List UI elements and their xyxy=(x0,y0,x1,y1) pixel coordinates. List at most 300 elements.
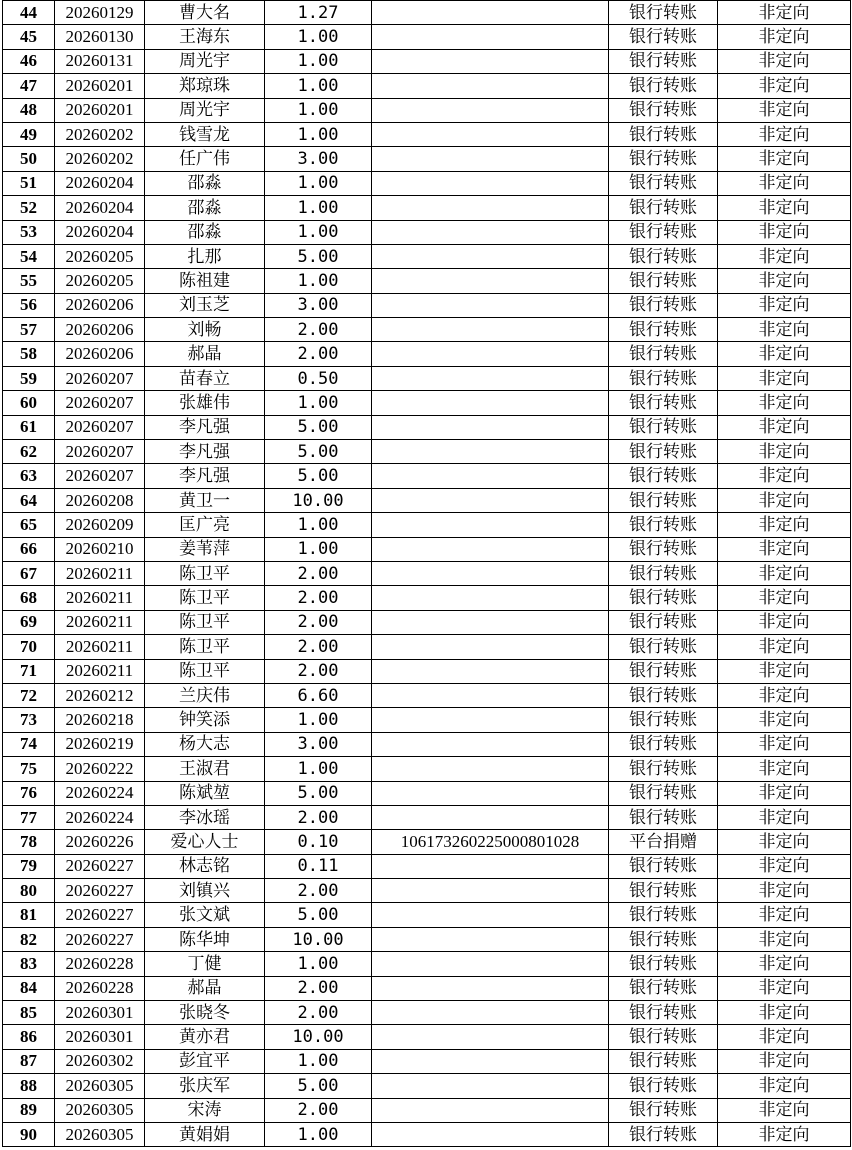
type-cell: 非定向 xyxy=(718,1001,851,1025)
amount-cell: 5.00 xyxy=(265,464,372,488)
row-number-cell: 70 xyxy=(3,635,55,659)
amount-cell: 1.00 xyxy=(265,1049,372,1073)
date-cell: 20260219 xyxy=(55,732,145,756)
row-number-cell: 84 xyxy=(3,976,55,1000)
type-cell: 非定向 xyxy=(718,805,851,829)
date-cell: 20260207 xyxy=(55,440,145,464)
donor-name-cell: 苗春立 xyxy=(145,366,265,390)
date-cell: 20260201 xyxy=(55,74,145,98)
amount-cell: 1.00 xyxy=(265,757,372,781)
type-cell: 非定向 xyxy=(718,488,851,512)
donor-name-cell: 李冰瑶 xyxy=(145,805,265,829)
donor-name-cell: 陈卫平 xyxy=(145,659,265,683)
table-row xyxy=(3,196,851,220)
donor-name-cell: 杨大志 xyxy=(145,732,265,756)
row-number-cell: 90 xyxy=(3,1122,55,1146)
row-number-cell: 65 xyxy=(3,513,55,537)
type-cell: 非定向 xyxy=(718,586,851,610)
date-cell: 20260224 xyxy=(55,781,145,805)
table-row xyxy=(3,244,851,268)
donor-name-cell: 李凡强 xyxy=(145,464,265,488)
amount-cell: 10.00 xyxy=(265,1025,372,1049)
method-cell: 银行转账 xyxy=(609,1025,718,1049)
table-row xyxy=(3,1001,851,1025)
row-number-cell: 48 xyxy=(3,98,55,122)
date-cell: 20260211 xyxy=(55,586,145,610)
amount-cell: 5.00 xyxy=(265,1074,372,1098)
row-number-cell: 44 xyxy=(3,1,55,25)
reference-cell xyxy=(372,1025,609,1049)
row-number-cell: 87 xyxy=(3,1049,55,1073)
reference-cell xyxy=(372,854,609,878)
method-cell: 银行转账 xyxy=(609,513,718,537)
type-cell: 非定向 xyxy=(718,1,851,25)
row-number-cell: 64 xyxy=(3,488,55,512)
amount-cell: 1.00 xyxy=(265,196,372,220)
method-cell: 银行转账 xyxy=(609,1122,718,1146)
row-number-cell: 81 xyxy=(3,903,55,927)
date-cell: 20260211 xyxy=(55,561,145,585)
table-row xyxy=(3,708,851,732)
row-number-cell: 66 xyxy=(3,537,55,561)
type-cell: 非定向 xyxy=(718,781,851,805)
date-cell: 20260302 xyxy=(55,1049,145,1073)
method-cell: 银行转账 xyxy=(609,415,718,439)
donor-name-cell: 刘玉芝 xyxy=(145,293,265,317)
row-number-cell: 77 xyxy=(3,805,55,829)
table-row xyxy=(3,415,851,439)
row-number-cell: 63 xyxy=(3,464,55,488)
reference-cell xyxy=(372,879,609,903)
date-cell: 20260205 xyxy=(55,244,145,268)
table-row xyxy=(3,342,851,366)
amount-cell: 5.00 xyxy=(265,440,372,464)
reference-cell xyxy=(372,1122,609,1146)
reference-cell xyxy=(372,244,609,268)
table-row xyxy=(3,1098,851,1122)
donor-name-cell: 张晓冬 xyxy=(145,1001,265,1025)
date-cell: 20260305 xyxy=(55,1074,145,1098)
table-row xyxy=(3,25,851,49)
type-cell: 非定向 xyxy=(718,464,851,488)
row-number-cell: 76 xyxy=(3,781,55,805)
amount-cell: 1.00 xyxy=(265,98,372,122)
row-number-cell: 86 xyxy=(3,1025,55,1049)
date-cell: 20260206 xyxy=(55,342,145,366)
reference-cell xyxy=(372,147,609,171)
date-cell: 20260224 xyxy=(55,805,145,829)
reference-cell xyxy=(372,952,609,976)
amount-cell: 2.00 xyxy=(265,805,372,829)
table-row xyxy=(3,1122,851,1146)
row-number-cell: 59 xyxy=(3,366,55,390)
table-row xyxy=(3,49,851,73)
table-row xyxy=(3,927,851,951)
reference-cell xyxy=(372,732,609,756)
amount-cell: 2.00 xyxy=(265,635,372,659)
date-cell: 20260227 xyxy=(55,879,145,903)
method-cell: 银行转账 xyxy=(609,659,718,683)
donor-name-cell: 李凡强 xyxy=(145,415,265,439)
reference-cell xyxy=(372,269,609,293)
table-row xyxy=(3,757,851,781)
amount-cell: 1.00 xyxy=(265,513,372,537)
row-number-cell: 88 xyxy=(3,1074,55,1098)
reference-cell xyxy=(372,25,609,49)
row-number-cell: 71 xyxy=(3,659,55,683)
donor-name-cell: 周光宇 xyxy=(145,49,265,73)
reference-cell xyxy=(372,683,609,707)
date-cell: 20260202 xyxy=(55,122,145,146)
donor-name-cell: 邵淼 xyxy=(145,196,265,220)
amount-cell: 3.00 xyxy=(265,732,372,756)
table-row xyxy=(3,318,851,342)
reference-cell xyxy=(372,635,609,659)
row-number-cell: 80 xyxy=(3,879,55,903)
donor-name-cell: 陈卫平 xyxy=(145,586,265,610)
type-cell: 非定向 xyxy=(718,415,851,439)
reference-cell xyxy=(372,927,609,951)
amount-cell: 5.00 xyxy=(265,781,372,805)
reference-cell xyxy=(372,220,609,244)
table-row xyxy=(3,732,851,756)
date-cell: 20260207 xyxy=(55,464,145,488)
donor-name-cell: 王淑君 xyxy=(145,757,265,781)
donor-name-cell: 姜苇萍 xyxy=(145,537,265,561)
amount-cell: 5.00 xyxy=(265,244,372,268)
method-cell: 银行转账 xyxy=(609,561,718,585)
amount-cell: 1.00 xyxy=(265,391,372,415)
method-cell: 银行转账 xyxy=(609,610,718,634)
method-cell: 银行转账 xyxy=(609,488,718,512)
method-cell: 银行转账 xyxy=(609,732,718,756)
row-number-cell: 60 xyxy=(3,391,55,415)
reference-cell xyxy=(372,781,609,805)
amount-cell: 1.00 xyxy=(265,25,372,49)
donor-name-cell: 黄卫一 xyxy=(145,488,265,512)
donor-name-cell: 郑琼珠 xyxy=(145,74,265,98)
amount-cell: 5.00 xyxy=(265,903,372,927)
method-cell: 银行转账 xyxy=(609,25,718,49)
amount-cell: 1.00 xyxy=(265,952,372,976)
date-cell: 20260202 xyxy=(55,147,145,171)
method-cell: 银行转账 xyxy=(609,147,718,171)
reference-cell xyxy=(372,1074,609,1098)
donor-name-cell: 陈卫平 xyxy=(145,610,265,634)
type-cell: 非定向 xyxy=(718,98,851,122)
method-cell: 银行转账 xyxy=(609,879,718,903)
type-cell: 非定向 xyxy=(718,683,851,707)
table-row xyxy=(3,366,851,390)
table-row xyxy=(3,391,851,415)
method-cell: 银行转账 xyxy=(609,366,718,390)
method-cell: 银行转账 xyxy=(609,635,718,659)
method-cell: 银行转账 xyxy=(609,220,718,244)
amount-cell: 3.00 xyxy=(265,147,372,171)
row-number-cell: 56 xyxy=(3,293,55,317)
type-cell: 非定向 xyxy=(718,1025,851,1049)
table-row xyxy=(3,854,851,878)
type-cell: 非定向 xyxy=(718,342,851,366)
method-cell: 银行转账 xyxy=(609,318,718,342)
type-cell: 非定向 xyxy=(718,171,851,195)
method-cell: 银行转账 xyxy=(609,683,718,707)
type-cell: 非定向 xyxy=(718,952,851,976)
method-cell: 银行转账 xyxy=(609,293,718,317)
method-cell: 银行转账 xyxy=(609,805,718,829)
table-row xyxy=(3,220,851,244)
type-cell: 非定向 xyxy=(718,196,851,220)
row-number-cell: 50 xyxy=(3,147,55,171)
type-cell: 非定向 xyxy=(718,122,851,146)
donor-name-cell: 张文斌 xyxy=(145,903,265,927)
method-cell: 银行转账 xyxy=(609,98,718,122)
row-number-cell: 83 xyxy=(3,952,55,976)
method-cell: 银行转账 xyxy=(609,1049,718,1073)
date-cell: 20260301 xyxy=(55,1001,145,1025)
row-number-cell: 47 xyxy=(3,74,55,98)
table-row xyxy=(3,805,851,829)
method-cell: 银行转账 xyxy=(609,952,718,976)
date-cell: 20260206 xyxy=(55,293,145,317)
table-row xyxy=(3,1074,851,1098)
amount-cell: 0.11 xyxy=(265,854,372,878)
reference-cell xyxy=(372,49,609,73)
reference-cell xyxy=(372,903,609,927)
table-row xyxy=(3,561,851,585)
reference-cell xyxy=(372,1,609,25)
method-cell: 银行转账 xyxy=(609,391,718,415)
donor-name-cell: 任广伟 xyxy=(145,147,265,171)
amount-cell: 0.50 xyxy=(265,366,372,390)
date-cell: 20260206 xyxy=(55,318,145,342)
amount-cell: 1.00 xyxy=(265,74,372,98)
method-cell: 银行转账 xyxy=(609,1098,718,1122)
donor-name-cell: 邵淼 xyxy=(145,220,265,244)
donor-name-cell: 陈斌堃 xyxy=(145,781,265,805)
row-number-cell: 54 xyxy=(3,244,55,268)
table-row xyxy=(3,1,851,25)
reference-cell xyxy=(372,196,609,220)
reference-cell xyxy=(372,561,609,585)
amount-cell: 3.00 xyxy=(265,293,372,317)
row-number-cell: 52 xyxy=(3,196,55,220)
reference-cell xyxy=(372,1001,609,1025)
table-row xyxy=(3,830,851,854)
row-number-cell: 53 xyxy=(3,220,55,244)
amount-cell: 6.60 xyxy=(265,683,372,707)
reference-cell xyxy=(372,171,609,195)
type-cell: 非定向 xyxy=(718,830,851,854)
type-cell: 非定向 xyxy=(718,391,851,415)
date-cell: 20260204 xyxy=(55,196,145,220)
reference-cell xyxy=(372,513,609,537)
date-cell: 20260204 xyxy=(55,171,145,195)
donor-name-cell: 兰庆伟 xyxy=(145,683,265,707)
method-cell: 银行转账 xyxy=(609,537,718,561)
type-cell: 非定向 xyxy=(718,708,851,732)
amount-cell: 5.00 xyxy=(265,415,372,439)
type-cell: 非定向 xyxy=(718,927,851,951)
table-row xyxy=(3,952,851,976)
amount-cell: 2.00 xyxy=(265,976,372,1000)
reference-cell xyxy=(372,1098,609,1122)
date-cell: 20260228 xyxy=(55,952,145,976)
amount-cell: 1.27 xyxy=(265,1,372,25)
table-row xyxy=(3,635,851,659)
type-cell: 非定向 xyxy=(718,635,851,659)
donor-name-cell: 爱心人士 xyxy=(145,830,265,854)
donor-name-cell: 黄亦君 xyxy=(145,1025,265,1049)
date-cell: 20260210 xyxy=(55,537,145,561)
method-cell: 银行转账 xyxy=(609,708,718,732)
amount-cell: 1.00 xyxy=(265,171,372,195)
row-number-cell: 51 xyxy=(3,171,55,195)
type-cell: 非定向 xyxy=(718,1122,851,1146)
reference-cell xyxy=(372,293,609,317)
amount-cell: 1.00 xyxy=(265,122,372,146)
donor-name-cell: 李凡强 xyxy=(145,440,265,464)
row-number-cell: 74 xyxy=(3,732,55,756)
donor-name-cell: 陈祖建 xyxy=(145,269,265,293)
method-cell: 银行转账 xyxy=(609,196,718,220)
reference-cell xyxy=(372,488,609,512)
reference-cell xyxy=(372,805,609,829)
amount-cell: 1.00 xyxy=(265,537,372,561)
method-cell: 银行转账 xyxy=(609,903,718,927)
table-row xyxy=(3,293,851,317)
table-row xyxy=(3,976,851,1000)
table-row xyxy=(3,781,851,805)
date-cell: 20260211 xyxy=(55,635,145,659)
type-cell: 非定向 xyxy=(718,854,851,878)
type-cell: 非定向 xyxy=(718,244,851,268)
reference-cell xyxy=(372,537,609,561)
donor-name-cell: 王海东 xyxy=(145,25,265,49)
amount-cell: 2.00 xyxy=(265,879,372,903)
date-cell: 20260205 xyxy=(55,269,145,293)
donor-name-cell: 郝晶 xyxy=(145,342,265,366)
date-cell: 20260218 xyxy=(55,708,145,732)
amount-cell: 2.00 xyxy=(265,1001,372,1025)
table-row xyxy=(3,1049,851,1073)
amount-cell: 2.00 xyxy=(265,318,372,342)
date-cell: 20260301 xyxy=(55,1025,145,1049)
reference-cell xyxy=(372,1049,609,1073)
donor-name-cell: 宋涛 xyxy=(145,1098,265,1122)
method-cell: 银行转账 xyxy=(609,244,718,268)
table-row xyxy=(3,122,851,146)
table-row xyxy=(3,659,851,683)
date-cell: 20260207 xyxy=(55,366,145,390)
amount-cell: 2.00 xyxy=(265,342,372,366)
type-cell: 非定向 xyxy=(718,1098,851,1122)
method-cell: 银行转账 xyxy=(609,781,718,805)
type-cell: 非定向 xyxy=(718,318,851,342)
date-cell: 20260207 xyxy=(55,415,145,439)
table-row xyxy=(3,879,851,903)
donor-name-cell: 曹大名 xyxy=(145,1,265,25)
reference-cell xyxy=(372,98,609,122)
date-cell: 20260227 xyxy=(55,903,145,927)
date-cell: 20260209 xyxy=(55,513,145,537)
type-cell: 非定向 xyxy=(718,976,851,1000)
method-cell: 银行转账 xyxy=(609,122,718,146)
date-cell: 20260222 xyxy=(55,757,145,781)
table-row xyxy=(3,586,851,610)
amount-cell: 2.00 xyxy=(265,1098,372,1122)
reference-cell xyxy=(372,464,609,488)
row-number-cell: 69 xyxy=(3,610,55,634)
donor-name-cell: 钟笑添 xyxy=(145,708,265,732)
date-cell: 20260130 xyxy=(55,25,145,49)
table-row xyxy=(3,171,851,195)
reference-cell xyxy=(372,757,609,781)
donor-name-cell: 扎那 xyxy=(145,244,265,268)
type-cell: 非定向 xyxy=(718,269,851,293)
type-cell: 非定向 xyxy=(718,513,851,537)
method-cell: 银行转账 xyxy=(609,464,718,488)
method-cell: 银行转账 xyxy=(609,171,718,195)
donor-name-cell: 张雄伟 xyxy=(145,391,265,415)
donor-name-cell: 刘镇兴 xyxy=(145,879,265,903)
row-number-cell: 62 xyxy=(3,440,55,464)
method-cell: 银行转账 xyxy=(609,586,718,610)
type-cell: 非定向 xyxy=(718,1049,851,1073)
type-cell: 非定向 xyxy=(718,732,851,756)
row-number-cell: 73 xyxy=(3,708,55,732)
type-cell: 非定向 xyxy=(718,220,851,244)
date-cell: 20260305 xyxy=(55,1122,145,1146)
donor-name-cell: 周光宇 xyxy=(145,98,265,122)
method-cell: 银行转账 xyxy=(609,1,718,25)
reference-cell: 106173260225000801028 xyxy=(372,830,609,854)
reference-cell xyxy=(372,342,609,366)
amount-cell: 1.00 xyxy=(265,220,372,244)
donor-name-cell: 林志铭 xyxy=(145,854,265,878)
donor-name-cell: 陈卫平 xyxy=(145,635,265,659)
type-cell: 非定向 xyxy=(718,366,851,390)
row-number-cell: 89 xyxy=(3,1098,55,1122)
donor-name-cell: 郝晶 xyxy=(145,976,265,1000)
amount-cell: 1.00 xyxy=(265,1122,372,1146)
type-cell: 非定向 xyxy=(718,561,851,585)
table-row xyxy=(3,464,851,488)
table-row xyxy=(3,683,851,707)
reference-cell xyxy=(372,74,609,98)
row-number-cell: 75 xyxy=(3,757,55,781)
row-number-cell: 61 xyxy=(3,415,55,439)
type-cell: 非定向 xyxy=(718,659,851,683)
table-row xyxy=(3,610,851,634)
date-cell: 20260226 xyxy=(55,830,145,854)
donor-name-cell: 陈华坤 xyxy=(145,927,265,951)
row-number-cell: 72 xyxy=(3,683,55,707)
date-cell: 20260228 xyxy=(55,976,145,1000)
reference-cell xyxy=(372,659,609,683)
amount-cell: 1.00 xyxy=(265,49,372,73)
method-cell: 银行转账 xyxy=(609,1001,718,1025)
reference-cell xyxy=(372,391,609,415)
donation-table xyxy=(2,0,851,1147)
method-cell: 银行转账 xyxy=(609,342,718,366)
amount-cell: 2.00 xyxy=(265,586,372,610)
method-cell: 银行转账 xyxy=(609,49,718,73)
donor-name-cell: 丁健 xyxy=(145,952,265,976)
method-cell: 银行转账 xyxy=(609,757,718,781)
amount-cell: 1.00 xyxy=(265,269,372,293)
table-row xyxy=(3,537,851,561)
